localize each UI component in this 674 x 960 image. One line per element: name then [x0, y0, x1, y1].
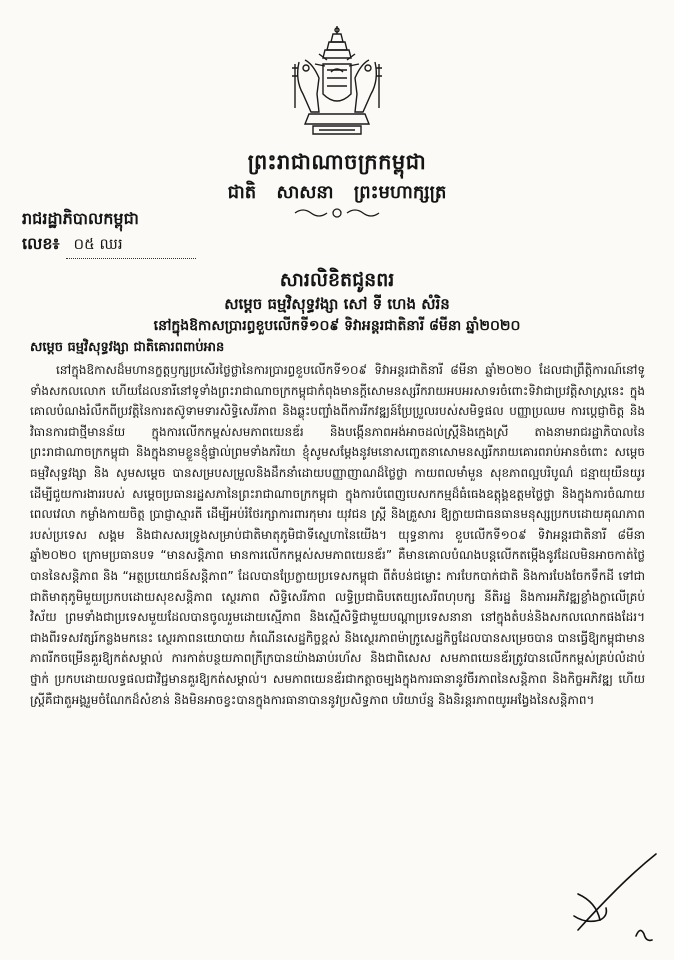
reference-number-value: ០៥ ឈរ	[66, 235, 196, 259]
letter-title: សារលិខិតជូនពរ	[279, 269, 395, 291]
reference-number-label: លេខ៖	[22, 234, 60, 253]
motto-king: ព្រះមហាក្សត្រ	[353, 182, 447, 203]
salutation: សម្ដេច ធម្មវិសុទ្ធវង្សា ជាតិគោរពពាប់អាន	[30, 340, 225, 355]
motto-religion: សាសនា	[276, 182, 334, 203]
letter-occasion-line: នៅក្នុងឱកាសប្រារព្ធខួបលើកទី១០៩ ទិវាអន្តរជាតិនារី ៨មីនា ឆ្នាំ២០២០	[153, 318, 521, 334]
motto-nation: ជាតិ	[227, 182, 257, 203]
issuing-government: រាជរដ្ឋាភិបាលកម្ពុជា	[22, 209, 139, 228]
kingdom-heading: ព្រះរាជាណាចក្រកម្ពុជា	[247, 150, 427, 174]
handwritten-signature-icon	[556, 850, 666, 950]
national-motto	[0, 180, 674, 207]
reference-number	[22, 233, 196, 259]
royal-coat-of-arms-icon	[289, 24, 385, 139]
letter-recipient-line: សម្ដេច ធម្មវិសុទ្ធវង្សា សៅ ទី ហេង សំរិន	[224, 295, 450, 313]
letter-body: នៅក្នុងឱកាសដ៏មហានក្ខត្តឫក្សប្រសើរថ្លៃថ្លានៃការប្រារព្ធខួបលើកទី១០៩ ទិវាអន្តរជាតិនារី ៨មីនា ឆ្នាំ២០២០ ដែលជាព្រឹត្តិការណ៍នៅទូទាំងសកលលោក ហើយដែលនារីនៅទូទាំងព្រះរាជាណាចក្រកម្ពុជាកំពុងមានក្តីសោមនស្សរីករាយអបអរសាទរចំពោះទិវាជាប្រវត្តិសាស្ត្រនេះ ក្នុងគោលបំណងរំលឹកពីប្រវត្តិនៃការតស៊ូទាមទារសិទ្ធិសេរីភាព និងឆ្លុះបញ្ចាំងពីការរីកវឌ្ឍន៍ប្រែប្រួលរបស់សមិទ្ធផល បញ្ញាប្រឈម ការប្តេជ្ញាចិត្ត និងវិធានការជាថ្មីមានន័យ ក្នុងការលើកកម្ពស់សមភាពយេនឌ័រ និងបង្កើនភាពអង់អាចដល់ស្ត្រីនិងក្មេងស្រី តាងនាមរាជរដ្ឋាភិបាលនៃព្រះរាជាណាចក្រកម្ពុជា និងក្នុងនាមខ្លួនខ្ញុំផ្ទាល់ព្រមទាំងភរិយា ខ្ញុំសូមសម្តែងនូវមនោសញ្ចេតនាសោមនស្សរីករាយគោរពរាប់អានចំពោះ សម្ដេច ធម្មវិសុទ្ធវង្សា និង សូមសម្តេច បានសម្របសម្រួលនិងដឹកនាំដោយបញ្ញាញាណដ៏ថ្លៃថ្លា កាយពលមាំមួន សុខភាពល្អបរិបូណ៌ ជន្មាយុយឺនយូរ ដើម្បីជួយការងាររបស់ សម្តេចប្រធានរដ្ឋសភានៃព្រះរាជាណាចក្រកម្ពុជា ក្នុងការបំពេញបេសកកម្មដ៏ធំធេងឧត្តុង្គឧត្តមថ្លៃថ្លា និងក្នុងការចំណាយពេលវេលា កម្លាំងកាយចិត្ត ប្រាជ្ញាស្មារតី ដើម្បីអប់រំថែរក្សាការពារកុមារ យុវជន ស្ត្រី និងគ្រួសារ ឱ្យក្លាយជាធនធានមនុស្សប្រកបដោយគុណភាពរបស់ប្រទេស សង្គម និងជាសសរទ្រូងសម្រាប់ជាតិមាតុភូមិជាទីស្នេហានៃយើង។ យុទ្ធនាការ ខួបលើកទី១០៩ ទិវាអន្តរជាតិនារី ៨មីនា ឆ្នាំ២០២០ ក្រោមប្រធានបទ “មានសន្តិភាព មានការលើកកម្ពស់សមភាពយេនឌ័រ” គឺមានគោលបំណងបន្តលើកតម្កើងនូវដែលមិនអាចកាត់ថ្លៃបាននៃសន្តិភាព និង “អត្ថប្រយោជន៍សន្តិភាព” ដែលបានប្រែក្លាយប្រទេសកម្ពុជា ពីតំបន់ជម្លោះ ការបែកបាក់ជាតិ និងការបែងចែកទឹកដី ទៅជាជាតិមាតុភូមិមួយប្រកបដោយសុខសន្តិភាព ស្ថេរភាព សិទ្ធិសេរីភាព លទ្ធិប្រជាធិបតេយ្យសេរីពហុបក្ស នីតិរដ្ឋ និងការអភិវឌ្ឍខ្លាំងក្លាលើគ្រប់វិស័យ ព្រមទាំងជាប្រទេសមួយដែលបានចូលរួមដោយស្មើភាព និងស្មើសិទ្ធិជាមួយបណ្តាប្រទេសនានា នៅក្នុងតំបន់និងសកលលោកផងដែរ។ ជាងពីរទសវត្សរ៍កន្លងមកនេះ ស្ថេរភាពនយោបាយ កំណើនសេដ្ឋកិច្ចខ្ពស់ និងស្ថេរភាពម៉ាក្រូសេដ្ឋកិច្ចដែលបានសម្រេចបាន បានធ្វើឱ្យកម្ពុជាមានភាពរីកចម្រើនគួរឱ្យកត់សម្គាល់ ការកាត់បន្ថយភាពក្រីក្របានយ៉ាងឆាប់រហ័ស និងជាពិសេស សមភាពយេនឌ័រត្រូវបានលើកកម្ពស់គ្រប់លំដាប់ថ្នាក់ ប្រកបដោយលទ្ធផលជាវិជ្ជមានគួរឱ្យកត់សម្គាល់។ សមភាពយេនឌ័រជាកត្តាចម្បងក្នុងការធានានូវចីរភាពនៃសន្តិភាព និងកិច្ចអភិវឌ្ឍ ហើយស្ត្រីគឺជាតួអង្គរួមចំណែកដ៏សំខាន់ និងមិនអាចខ្វះបានក្នុងការធានាបាននូវប្រសិទ្ធភាព បរិយាប័ន្ន និងនិរន្តរភាពយូរអង្វែងនៃសន្តិភាព។	[30, 363, 645, 707]
ornamental-divider-icon	[291, 206, 383, 220]
